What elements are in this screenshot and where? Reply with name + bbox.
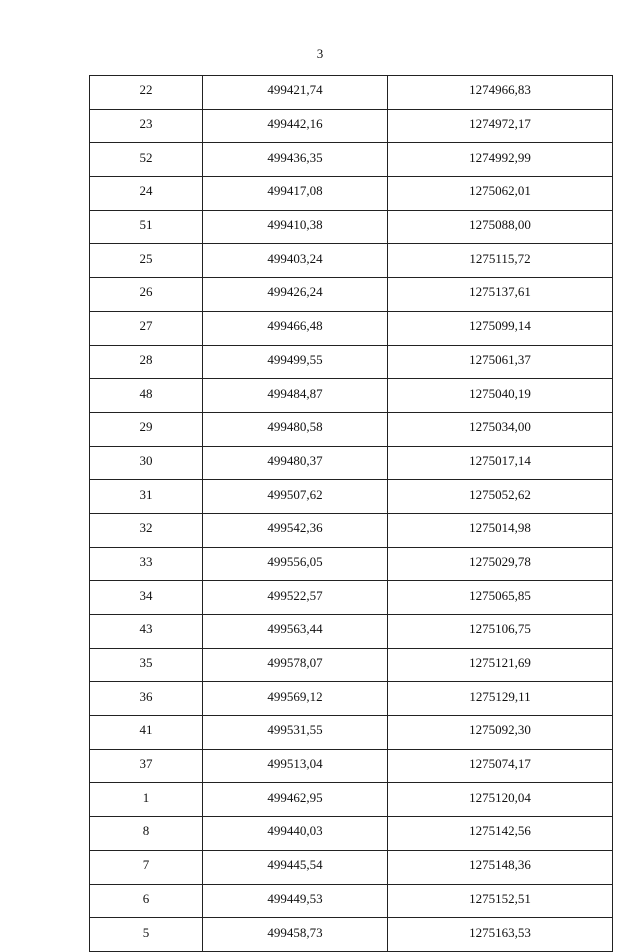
x-coordinate-cell: 499542,36: [203, 513, 388, 547]
x-coordinate-cell: 499466,48: [203, 311, 388, 345]
x-coordinate-cell: 499563,44: [203, 615, 388, 649]
point-number-cell: 51: [90, 210, 203, 244]
x-coordinate-cell: 499440,03: [203, 817, 388, 851]
coordinates-table: [89, 75, 613, 952]
point-number-cell: 35: [90, 648, 203, 682]
point-number-cell: 1: [90, 783, 203, 817]
point-number-cell: 33: [90, 547, 203, 581]
x-coordinate-cell: 499449,53: [203, 884, 388, 918]
x-coordinate-cell: 499556,05: [203, 547, 388, 581]
y-coordinate-cell: 1275074,17: [388, 749, 613, 783]
point-number-cell: 31: [90, 480, 203, 514]
y-coordinate-cell: 1275092,30: [388, 716, 613, 750]
y-coordinate-cell: 1275148,36: [388, 850, 613, 884]
table-row: [90, 76, 613, 110]
point-number-cell: 7: [90, 850, 203, 884]
x-coordinate-cell: 499507,62: [203, 480, 388, 514]
x-coordinate-cell: 499513,04: [203, 749, 388, 783]
x-coordinate-cell: 499445,54: [203, 850, 388, 884]
table-row: [90, 311, 613, 345]
x-coordinate-cell: 499480,37: [203, 446, 388, 480]
point-number-cell: 37: [90, 749, 203, 783]
x-coordinate-cell: 499426,24: [203, 278, 388, 312]
table-row: [90, 480, 613, 514]
point-number-cell: 22: [90, 76, 203, 110]
y-coordinate-cell: 1275137,61: [388, 278, 613, 312]
y-coordinate-cell: 1275142,56: [388, 817, 613, 851]
point-number-cell: 23: [90, 109, 203, 143]
point-number-cell: 28: [90, 345, 203, 379]
x-coordinate-cell: 499417,08: [203, 177, 388, 211]
table-row: [90, 783, 613, 817]
point-number-cell: 36: [90, 682, 203, 716]
y-coordinate-cell: 1274972,17: [388, 109, 613, 143]
y-coordinate-cell: 1275062,01: [388, 177, 613, 211]
y-coordinate-cell: 1275121,69: [388, 648, 613, 682]
x-coordinate-cell: 499442,16: [203, 109, 388, 143]
table-row: [90, 682, 613, 716]
table-row: [90, 817, 613, 851]
point-number-cell: 32: [90, 513, 203, 547]
point-number-cell: 34: [90, 581, 203, 615]
y-coordinate-cell: 1275029,78: [388, 547, 613, 581]
point-number-cell: 6: [90, 884, 203, 918]
y-coordinate-cell: 1274992,99: [388, 143, 613, 177]
table-row: [90, 513, 613, 547]
y-coordinate-cell: 1275040,19: [388, 379, 613, 413]
table-row: [90, 412, 613, 446]
table-row: [90, 177, 613, 211]
table-row: [90, 446, 613, 480]
point-number-cell: 30: [90, 446, 203, 480]
y-coordinate-cell: 1275163,53: [388, 918, 613, 952]
point-number-cell: 8: [90, 817, 203, 851]
table-row: [90, 918, 613, 952]
point-number-cell: 29: [90, 412, 203, 446]
y-coordinate-cell: 1275014,98: [388, 513, 613, 547]
table-row: [90, 244, 613, 278]
x-coordinate-cell: 499403,24: [203, 244, 388, 278]
table-row: [90, 379, 613, 413]
y-coordinate-cell: 1275099,14: [388, 311, 613, 345]
table-row: [90, 749, 613, 783]
table-row: [90, 210, 613, 244]
y-coordinate-cell: 1275017,14: [388, 446, 613, 480]
x-coordinate-cell: 499484,87: [203, 379, 388, 413]
y-coordinate-cell: 1275115,72: [388, 244, 613, 278]
point-number-cell: 27: [90, 311, 203, 345]
x-coordinate-cell: 499436,35: [203, 143, 388, 177]
table-row: [90, 716, 613, 750]
y-coordinate-cell: 1275088,00: [388, 210, 613, 244]
x-coordinate-cell: 499421,74: [203, 76, 388, 110]
table-row: [90, 648, 613, 682]
y-coordinate-cell: 1275106,75: [388, 615, 613, 649]
table-row: [90, 143, 613, 177]
x-coordinate-cell: 499410,38: [203, 210, 388, 244]
y-coordinate-cell: 1275034,00: [388, 412, 613, 446]
table-row: [90, 615, 613, 649]
x-coordinate-cell: 499480,58: [203, 412, 388, 446]
table-row: [90, 278, 613, 312]
x-coordinate-cell: 499522,57: [203, 581, 388, 615]
y-coordinate-cell: 1275052,62: [388, 480, 613, 514]
y-coordinate-cell: 1275152,51: [388, 884, 613, 918]
table-row: [90, 884, 613, 918]
coordinates-table-container: [89, 75, 609, 952]
point-number-cell: 41: [90, 716, 203, 750]
x-coordinate-cell: 499578,07: [203, 648, 388, 682]
x-coordinate-cell: 499462,95: [203, 783, 388, 817]
point-number-cell: 43: [90, 615, 203, 649]
table-row: [90, 345, 613, 379]
point-number-cell: 5: [90, 918, 203, 952]
y-coordinate-cell: 1275061,37: [388, 345, 613, 379]
y-coordinate-cell: 1275120,04: [388, 783, 613, 817]
table-row: [90, 850, 613, 884]
table-row: [90, 109, 613, 143]
point-number-cell: 48: [90, 379, 203, 413]
x-coordinate-cell: 499458,73: [203, 918, 388, 952]
table-row: [90, 547, 613, 581]
table-row: [90, 581, 613, 615]
x-coordinate-cell: 499569,12: [203, 682, 388, 716]
y-coordinate-cell: 1274966,83: [388, 76, 613, 110]
point-number-cell: 52: [90, 143, 203, 177]
coordinates-table-body: [90, 76, 613, 952]
point-number-cell: 26: [90, 278, 203, 312]
x-coordinate-cell: 499531,55: [203, 716, 388, 750]
point-number-cell: 24: [90, 177, 203, 211]
point-number-cell: 25: [90, 244, 203, 278]
page-number: 3: [316, 46, 324, 61]
x-coordinate-cell: 499499,55: [203, 345, 388, 379]
y-coordinate-cell: 1275065,85: [388, 581, 613, 615]
y-coordinate-cell: 1275129,11: [388, 682, 613, 716]
